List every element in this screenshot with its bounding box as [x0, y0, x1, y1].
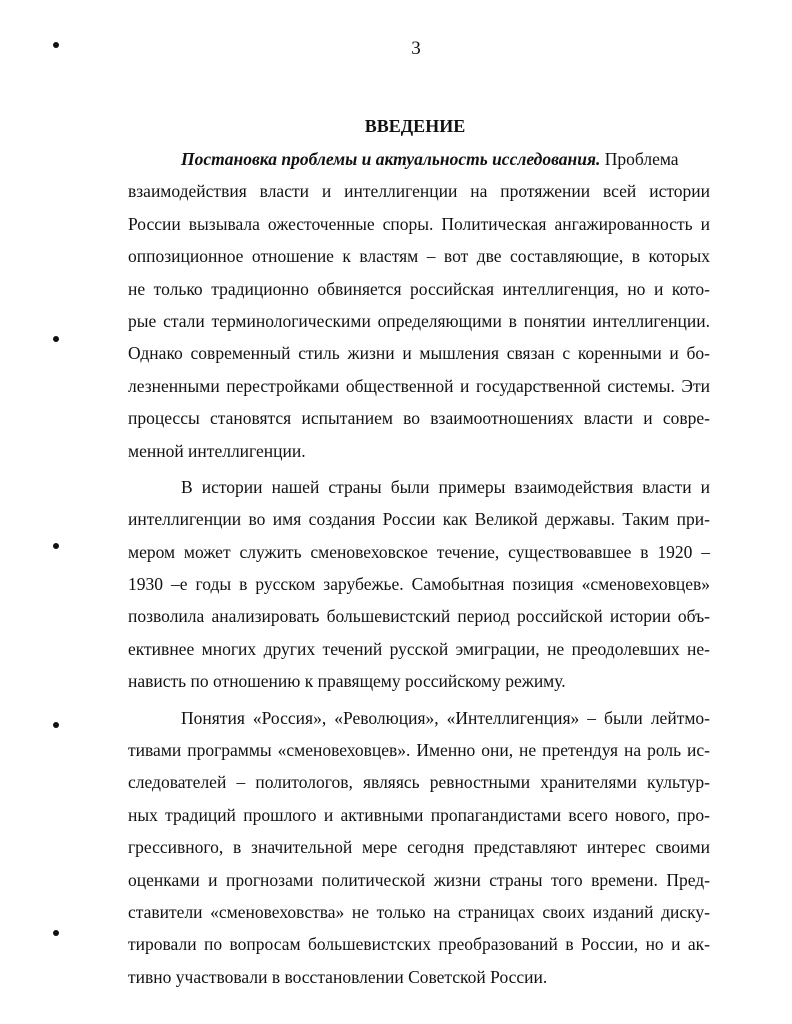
text-line: ных традиций прошлого и активными пропагандистами всего нового, про-	[128, 804, 710, 825]
text-line: мером может служить сменовеховское течение, существовавшее в 1920 –	[128, 541, 710, 562]
text-line: процессы становятся испытанием во взаимоотношениях власти и совре-	[128, 408, 710, 429]
binder-hole-mark	[53, 930, 59, 936]
text-line: оценками и прогнозами политической жизни страны того времени. Пред-	[128, 869, 710, 890]
text-line: тивами программы «сменовеховцев». Именно они, не претендуя на роль ис-	[128, 740, 710, 761]
text-line: грессивного, в значительной мере сегодня представляют интерес своими	[128, 837, 710, 858]
text-line: тивно участвовали в восстановлении Советской России.	[128, 966, 548, 987]
text-line: следователей – политологов, являясь ревностными хранителями культур-	[128, 772, 710, 793]
text-line: ставители «сменовеховства» не только на страницах своих изданий диску-	[128, 901, 710, 922]
text-line: взаимодействия власти и интеллигенции на протяжении всей истории	[128, 181, 710, 202]
text-line: позволила анализировать большевистский период российской истории объ-	[128, 606, 710, 627]
text-line: рые стали терминологическими определяющими в понятии интеллигенции.	[128, 310, 710, 331]
section-heading: ВВЕДЕНИЕ	[364, 116, 466, 136]
binder-hole-mark	[53, 543, 59, 549]
text-line: Однако современный стиль жизни и мышления связан с коренными и бо-	[128, 343, 710, 364]
binder-hole-mark	[53, 336, 59, 342]
text-line: В истории нашей страны были примеры взаимодействия власти и	[181, 476, 710, 497]
paragraph-lead: Постановка проблемы и актуальность исследования.	[181, 149, 601, 169]
text-line: тировали по вопросам большевистских преобразований в России, но и ак-	[128, 934, 710, 955]
text-line: менной интеллигенции.	[128, 440, 306, 461]
binder-hole-mark	[53, 722, 59, 728]
text-line: 1930 –е годы в русском зарубежье. Самобытная позиция «сменовеховцев»	[128, 574, 710, 595]
text-line: Понятия «Россия», «Революция», «Интеллигенция» – были лейтмо-	[181, 707, 710, 728]
text-line: интеллигенции во имя создания России как Великой державы. Таким при-	[128, 509, 710, 530]
text-line: России вызывала ожесточенные споры. Политическая ангажированность и	[128, 213, 710, 234]
text-line: лезненными перестройками общественной и государственной системы. Эти	[128, 375, 710, 396]
body-text	[128, 143, 710, 993]
binder-hole-mark	[53, 42, 59, 48]
text-line: ективнее многих других течений русской эмиграции, не преодолевших не-	[128, 638, 710, 659]
text-line: оппозиционное отношение к властям – вот две составляющие, в которых	[128, 246, 710, 267]
text-line: Постановка проблемы и актуальность исследования. Проблема	[181, 149, 679, 169]
text-line: нависть по отношению к правящему российскому режиму.	[128, 671, 566, 692]
page-number: 3	[411, 38, 421, 59]
text-line: не только традиционно обвиняется российская интеллигенция, но и кото-	[128, 278, 710, 299]
